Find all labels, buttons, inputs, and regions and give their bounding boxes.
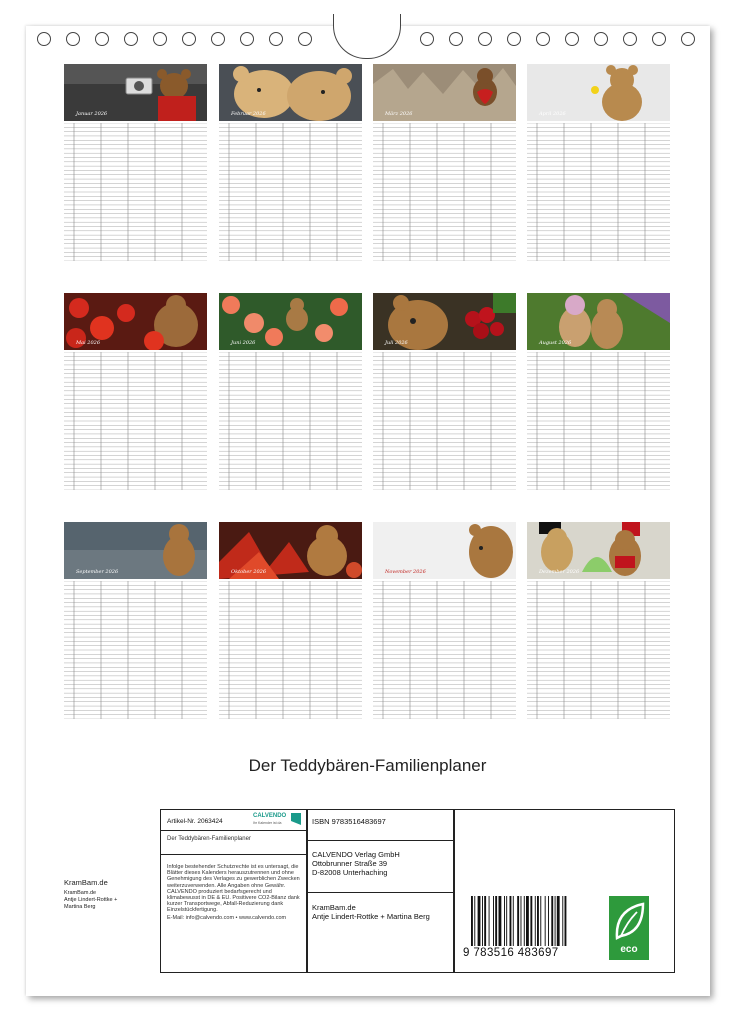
photo-january: [64, 64, 207, 121]
isbn-row: [308, 810, 453, 841]
month-label: Oktober 2026: [231, 569, 267, 575]
month-label: Januar 2026: [76, 111, 108, 117]
contact-text: E-Mail: info@calvendo.com • www.calvendo.com: [167, 915, 287, 921]
author-names: Antje Lindert-Rottke + Martina Berg: [312, 912, 430, 921]
binding-ring: [182, 32, 196, 46]
article-row: [161, 810, 306, 831]
photo-june: [219, 293, 362, 350]
author-site: KramBam.de: [312, 903, 356, 912]
binding-ring: [449, 32, 463, 46]
side-name-1: Antje Lindert-Rottke +: [64, 897, 118, 903]
month-label: Juli 2026: [385, 340, 408, 346]
month-label: Mai 2026: [76, 340, 101, 346]
month-label: März 2026: [385, 111, 413, 117]
calvendo-logo-icon: [291, 813, 301, 825]
imprint-box: [160, 809, 675, 973]
calvendo-tagline: Ihr Kalender ist da: [253, 821, 282, 825]
binding-ring: [37, 32, 51, 46]
month-label: Juni 2026: [231, 340, 256, 346]
side-site: KramBam.de: [64, 878, 108, 887]
photo-december: [527, 522, 670, 579]
day-grid: [373, 123, 516, 261]
publisher-street: Ottobrunner Straße 39: [312, 859, 388, 868]
binding-ring: [565, 32, 579, 46]
binding-ring: [536, 32, 550, 46]
month-label: August 2026: [539, 340, 572, 346]
publisher-name: CALVENDO Verlag GmbH: [312, 850, 400, 859]
month-label: April 2026: [539, 111, 566, 117]
barcode-number: 9 783516 483697: [463, 947, 559, 959]
day-grid: [64, 581, 207, 719]
binding-ring: [652, 32, 666, 46]
day-grid: [373, 581, 516, 719]
isbn: ISBN 9783516483697: [312, 817, 386, 826]
binding-ring: [298, 32, 312, 46]
photo-march: [373, 64, 516, 121]
day-grid: [373, 352, 516, 490]
divider: [453, 810, 455, 972]
binding-ring: [623, 32, 637, 46]
binding-ring: [124, 32, 138, 46]
photo-february: [219, 64, 362, 121]
month-label: November 2026: [385, 569, 426, 575]
binding-ring: [594, 32, 608, 46]
article-number: Artikel-Nr. 2063424: [167, 818, 223, 825]
day-grid: [219, 581, 362, 719]
photo-april: [527, 64, 670, 121]
photo-july: [373, 293, 516, 350]
side-site-small: KramBam.de: [64, 890, 97, 896]
month-label: Februar 2026: [231, 111, 266, 117]
leaf-icon: [609, 896, 649, 946]
binding-ring: [681, 32, 695, 46]
binding-ring: [420, 32, 434, 46]
day-grid: [527, 123, 670, 261]
binding-ring: [478, 32, 492, 46]
calvendo-logo: CALVENDO: [253, 813, 287, 819]
eco-badge: [609, 896, 649, 960]
photo-august: [527, 293, 670, 350]
day-grid: [64, 123, 207, 261]
barcode: [471, 896, 591, 952]
binding-ring: [153, 32, 167, 46]
calendar-title: Der Teddybären-Familienplaner: [248, 756, 487, 775]
day-grid: [64, 352, 207, 490]
divider: [308, 892, 453, 893]
eco-label: eco: [620, 944, 638, 955]
month-label: Dezember 2026: [539, 569, 580, 575]
side-name-2: Martina Berg: [64, 904, 96, 910]
day-grid: [527, 581, 670, 719]
photo-november: [373, 522, 516, 579]
binding-ring: [507, 32, 521, 46]
binding-ring: [66, 32, 80, 46]
binding-ring: [211, 32, 225, 46]
photo-may: [64, 293, 207, 350]
day-grid: [219, 352, 362, 490]
photo-october: [219, 522, 362, 579]
binding-ring: [95, 32, 109, 46]
legal-text: Infolge bestehender Schutzrechte ist es untersagt, die Blätter dieses Kalenders herauszutrennen und ohne Genehmigung des Verlages zu gewerblichen Zwecken weiterzuverwenden. Alle Angaben ohne Gewähr. CALVENDO produziert bedarfsgerecht und klimabewusst in DE & EU. Positivere CO2-Bilanz dank kurzer Transportwege, Abfall-Reduzierung dank Einzelstückfertigung.: [167, 864, 300, 914]
publisher-city: D-82008 Unterhaching: [312, 868, 388, 877]
photo-september: [64, 522, 207, 579]
short-title: Der Teddybären-Familienplaner: [167, 836, 251, 842]
binding-ring: [269, 32, 283, 46]
day-grid: [219, 123, 362, 261]
short-title-row: [161, 830, 306, 855]
day-grid: [527, 352, 670, 490]
binding-ring: [240, 32, 254, 46]
month-label: September 2026: [76, 569, 119, 575]
